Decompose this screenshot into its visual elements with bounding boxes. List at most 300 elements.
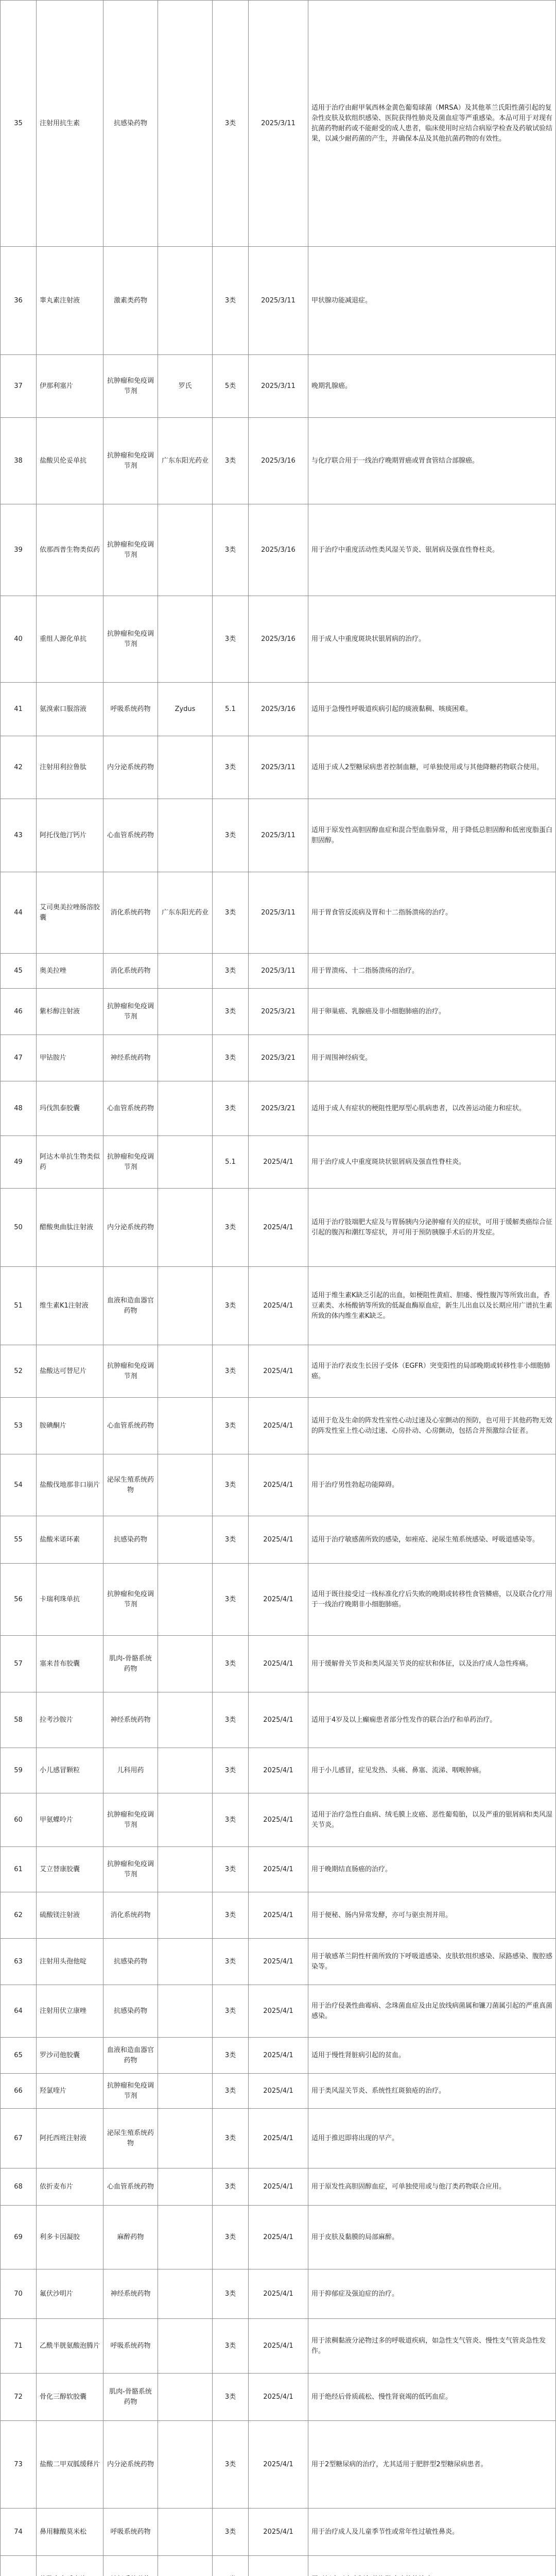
registration-class: 3类	[213, 1892, 249, 1939]
row-number: 66	[1, 2074, 37, 2109]
company	[158, 1, 213, 247]
company	[158, 2556, 213, 2576]
row-number: 62	[1, 1892, 37, 1939]
registration-class: 5.1	[213, 683, 249, 736]
approval-date: 2025/3/11	[249, 355, 308, 418]
registration-class: 3类	[213, 736, 249, 799]
company	[158, 1516, 213, 1564]
indication	[308, 2556, 556, 2576]
company	[158, 1892, 213, 1939]
company	[158, 1636, 213, 1692]
drug-name: 盐酸米诺环素	[37, 1516, 103, 1564]
indication: 用于小儿感冒，症见发热、头痛、鼻塞、流涕、咽喉肿痛。	[308, 1748, 556, 1793]
approval-date: 2025/3/16	[249, 504, 308, 596]
company	[158, 2421, 213, 2509]
row-number: 60	[1, 1793, 37, 1847]
row-number: 65	[1, 2038, 37, 2074]
registration-class: 3类	[213, 1692, 249, 1748]
registration-class: 3类	[213, 1081, 249, 1136]
row-number: 35	[1, 1, 37, 247]
drug-category: 抗感染药物	[103, 1939, 158, 1985]
drug-category: 内分泌系统药物	[103, 1189, 158, 1267]
drug-category: 抗感染药物	[103, 1985, 158, 2038]
drug-category: 抗肿瘤和免疫调节剂	[103, 989, 158, 1035]
table-row	[1, 355, 556, 418]
registration-class: 3类	[213, 596, 249, 683]
drug-category: 抗肿瘤和免疫调节剂	[103, 1345, 158, 1398]
drug-category: 内分泌系统药物	[103, 2421, 158, 2509]
drug-category: 心血管系统药物	[103, 799, 158, 872]
row-number: 67	[1, 2109, 37, 2168]
row-number: 41	[1, 683, 37, 736]
indication: 适用于急慢性呼吸道疾病引起的痰液黏稠、咳痰困难。	[308, 683, 556, 736]
table-row	[1, 1748, 556, 1793]
registration-class: 3类	[213, 2074, 249, 2109]
drug-category: 心血管系统药物	[103, 1081, 158, 1136]
registration-class: 3类	[213, 1398, 249, 1454]
table-row	[1, 1345, 556, 1398]
row-number: 36	[1, 247, 37, 355]
registration-class: 3类	[213, 2168, 249, 2206]
approval-date: 2025/4/1	[249, 2421, 308, 2509]
approval-date: 2025/4/1	[249, 2168, 308, 2206]
drug-category: 肌肉-骨骼系统药物	[103, 1636, 158, 1692]
approval-date: 2025/3/11	[249, 872, 308, 954]
row-number: 53	[1, 1398, 37, 1454]
drug-category	[103, 2556, 158, 2576]
indication: 适用于原发性高胆固醇血症和混合型血脂异常，用于降低总胆固醇和低密度脂蛋白胆固醇。	[308, 799, 556, 872]
registration-class: 3类	[213, 2421, 249, 2509]
row-number: 61	[1, 1847, 37, 1892]
table-row	[1, 1189, 556, 1267]
table-row	[1, 1267, 556, 1345]
registration-class: 3类	[213, 2269, 249, 2319]
registration-class: 3类	[213, 1189, 249, 1267]
drug-name: 注射用头孢他啶	[37, 1939, 103, 1985]
drug-name: 乙酰半胱氨酸泡腾片	[37, 2319, 103, 2374]
approval-date: 2025/4/1	[249, 1793, 308, 1847]
registration-class: 3类	[213, 1, 249, 247]
indication: 用于晚期结直肠癌的治疗。	[308, 1847, 556, 1892]
row-number: 48	[1, 1081, 37, 1136]
indication: 适用于慢性肾脏病引起的贫血。	[308, 2038, 556, 2074]
table-row	[1, 1564, 556, 1636]
approval-date: 2025/4/1	[249, 2269, 308, 2319]
approval-date: 2025/4/1	[249, 1985, 308, 2038]
company	[158, 1189, 213, 1267]
indication: 用于治疗中重度活动性类风湿关节炎、银屑病及强直性脊柱炎。	[308, 504, 556, 596]
drug-name: 奥美拉唑	[37, 954, 103, 989]
drug-name: 卡瑞利珠单抗	[37, 1564, 103, 1636]
indication: 适用于治疗急性白血病、绒毛膜上皮癌、恶性葡萄胎，以及严重的银屑病和类风湿关节炎。	[308, 1793, 556, 1847]
indication: 用于周围神经病变。	[308, 1035, 556, 1081]
registration-class: 3类	[213, 1793, 249, 1847]
drug-name: 盐酸达可替尼片	[37, 1345, 103, 1398]
table-row	[1, 247, 556, 355]
row-number: 54	[1, 1454, 37, 1516]
table-row	[1, 683, 556, 736]
company	[158, 1564, 213, 1636]
drug-category: 神经系统药物	[103, 1692, 158, 1748]
indication: 适用于治疗肢端肥大症及与胃肠胰内分泌肿瘤有关的症状，可用于缓解类癌综合征引起的腹泻和潮红等症状，并可用于预防胰腺手术后的并发症。	[308, 1189, 556, 1267]
indication: 用于皮肤及黏膜的局部麻醉。	[308, 2206, 556, 2269]
approval-date: 2025/3/11	[249, 1, 308, 247]
approval-date: 2025/3/11	[249, 799, 308, 872]
drug-name: 鼻用糠酸莫米松	[37, 2509, 103, 2556]
drug-name: 盐酸伐地那非口崩片	[37, 1454, 103, 1516]
row-number: 45	[1, 954, 37, 989]
drug-name: 维生素K1注射液	[37, 1267, 103, 1345]
drug-category: 抗感染药物	[103, 1, 158, 247]
drug-category: 抗感染药物	[103, 1516, 158, 1564]
company	[158, 954, 213, 989]
drug-category: 抗肿瘤和免疫调节剂	[103, 418, 158, 504]
indication: 用于绝经后骨质疏松、慢性肾衰竭的低钙血症。	[308, 2374, 556, 2421]
company	[158, 2374, 213, 2421]
approval-date: 2025/4/1	[249, 1136, 308, 1189]
drug-name: 氟伏沙明片	[37, 2269, 103, 2319]
registration-class: 3类	[213, 2038, 249, 2074]
approval-date: 2025/4/1	[249, 2038, 308, 2074]
approval-date: 2025/3/21	[249, 989, 308, 1035]
table-row	[1, 2206, 556, 2269]
table-row	[1, 1636, 556, 1692]
drug-name: 注射用利拉鲁肽	[37, 736, 103, 799]
table-row	[1, 418, 556, 504]
indication: 甲状腺功能减退症。	[308, 247, 556, 355]
drug-category: 消化系统药物	[103, 1892, 158, 1939]
row-number: 64	[1, 1985, 37, 2038]
approval-date: 2025/4/1	[249, 1454, 308, 1516]
registration-class: 3类	[213, 1267, 249, 1345]
company	[158, 2509, 213, 2556]
company	[158, 1847, 213, 1892]
indication: 用于治疗成人中重度斑块状银屑病及强直性脊柱炎。	[308, 1136, 556, 1189]
table-row	[1, 2038, 556, 2074]
indication: 适用于既往接受过一线标准化疗后失败的晚期或转移性食管鳞癌，以及联合化疗用于一线治疗晚期非小细胞肺癌。	[308, 1564, 556, 1636]
drug-category: 内分泌系统药物	[103, 736, 158, 799]
indication: 用于2型糖尿病的治疗，尤其适用于肥胖型2型糖尿病患者。	[308, 2421, 556, 2509]
approval-date: 2025/4/1	[249, 2074, 308, 2109]
registration-class: 3类	[213, 1939, 249, 1985]
company	[158, 2269, 213, 2319]
drug-category: 呼吸系统药物	[103, 683, 158, 736]
registration-class: 3类	[213, 504, 249, 596]
row-number: 39	[1, 504, 37, 596]
drug-name: 骨化三醇软胶囊	[37, 2374, 103, 2421]
indication: 用于便秘、肠内异常发酵，亦可与驱虫剂并用。	[308, 1892, 556, 1939]
company: Zydus	[158, 683, 213, 736]
drug-name: 罗沙司他胶囊	[37, 2038, 103, 2074]
registration-class: 3类	[213, 1564, 249, 1636]
table-row	[1, 2109, 556, 2168]
indication: 用于胃食管反流病及胃和十二指肠溃疡的治疗。	[308, 872, 556, 954]
indication: 用于敏感革兰阴性杆菌所致的下呼吸道感染、皮肤软组织感染、尿路感染、腹腔感染等。	[308, 1939, 556, 1985]
drug-name	[37, 2556, 103, 2576]
row-number: 68	[1, 2168, 37, 2206]
company	[158, 2168, 213, 2206]
drug-name: 睾丸素注射液	[37, 247, 103, 355]
indication: 适用于治疗敏感菌所致的感染，如痤疮、泌尿生殖系统感染、呼吸道感染等。	[308, 1516, 556, 1564]
table-row	[1, 1035, 556, 1081]
drug-name: 甲钴胺片	[37, 1035, 103, 1081]
indication: 适用于维生素K缺乏引起的出血，如梗阻性黄疸、胆瘘、慢性腹泻等所致出血，香豆素类、水杨酸钠等所致的低凝血酶原血症，新生儿出血以及长期应用广谱抗生素所致的体内维生素K缺乏。	[308, 1267, 556, 1345]
drug-name: 伊那利塞片	[37, 355, 103, 418]
registration-class: 3类	[213, 1847, 249, 1892]
drug-name: 醋酸奥曲肽注射液	[37, 1189, 103, 1267]
table-row	[1, 2509, 556, 2556]
table-row	[1, 1081, 556, 1136]
approval-date: 2025/3/11	[249, 736, 308, 799]
indication: 用于治疗男性勃起功能障碍。	[308, 1454, 556, 1516]
drug-category: 神经系统药物	[103, 1035, 158, 1081]
table-row	[1, 954, 556, 989]
company	[158, 1692, 213, 1748]
approval-date: 2025/4/1	[249, 1892, 308, 1939]
row-number: 42	[1, 736, 37, 799]
row-number: 71	[1, 2319, 37, 2374]
drug-name: 拉考沙胺片	[37, 1692, 103, 1748]
drug-name: 注射用伏立康唑	[37, 1985, 103, 2038]
drug-category: 消化系统药物	[103, 954, 158, 989]
row-number: 51	[1, 1267, 37, 1345]
drug-name: 塞来昔布胶囊	[37, 1636, 103, 1692]
drug-category: 麻醉药物	[103, 2206, 158, 2269]
drug-name: 玛伐凯泰胶囊	[37, 1081, 103, 1136]
drug-category: 呼吸系统药物	[103, 2509, 158, 2556]
indication: 适用于治疗表皮生长因子受体（EGFR）突变阳性的局部晚期或转移性非小细胞肺癌。	[308, 1345, 556, 1398]
approval-date: 2025/4/1	[249, 2109, 308, 2168]
approval-date: 2025/4/1	[249, 1692, 308, 1748]
company	[158, 799, 213, 872]
drug-category: 儿科用药	[103, 1748, 158, 1793]
registration-class: 3类	[213, 2206, 249, 2269]
row-number: 49	[1, 1136, 37, 1189]
drug-category: 抗肿瘤和免疫调节剂	[103, 1564, 158, 1636]
company	[158, 1267, 213, 1345]
registration-class: 3类	[213, 1035, 249, 1081]
drug-category: 抗肿瘤和免疫调节剂	[103, 1793, 158, 1847]
drug-category: 抗肿瘤和免疫调节剂	[103, 355, 158, 418]
registration-class: 3类	[213, 2319, 249, 2374]
table-row	[1, 1516, 556, 1564]
registration-class: 3类	[213, 2374, 249, 2421]
indication: 适用于成人有症状的梗阻性肥厚型心肌病患者，以改善运动能力和症状。	[308, 1081, 556, 1136]
drug-category: 心血管系统药物	[103, 2168, 158, 2206]
row-number: 47	[1, 1035, 37, 1081]
table-row	[1, 1454, 556, 1516]
drug-name: 依折麦布片	[37, 2168, 103, 2206]
drug-category: 抗肿瘤和免疫调节剂	[103, 596, 158, 683]
row-number: 57	[1, 1636, 37, 1692]
company: 广东东阳光药业	[158, 872, 213, 954]
indication: 用于治疗成人及儿童季节性或常年性过敏性鼻炎。	[308, 2509, 556, 2556]
row-number: 74	[1, 2509, 37, 2556]
row-number: 55	[1, 1516, 37, 1564]
approval-date: 2025/4/1	[249, 1398, 308, 1454]
table-row	[1, 596, 556, 683]
indication: 用于卵巢癌、乳腺癌及非小细胞肺癌的治疗。	[308, 989, 556, 1035]
drug-category: 心血管系统药物	[103, 1398, 158, 1454]
company	[158, 1985, 213, 2038]
table-row	[1, 504, 556, 596]
drug-name: 艾司奥美拉唑肠溶胶囊	[37, 872, 103, 954]
drug-name: 氨溴索口服溶液	[37, 683, 103, 736]
approval-date: 2025/4/1	[249, 1345, 308, 1398]
row-number: 46	[1, 989, 37, 1035]
table-row	[1, 1847, 556, 1892]
drug-name: 阿托西班注射液	[37, 2109, 103, 2168]
company	[158, 2074, 213, 2109]
approval-date: 2025/4/1	[249, 2509, 308, 2556]
table-row	[1, 989, 556, 1035]
table-body	[1, 1, 556, 2576]
company	[158, 1398, 213, 1454]
indication: 适用于危及生命的阵发性室性心动过速及心室颤动的预防，也可用于其他药物无效的阵发性室上性心动过速、心房扑动、心房颤动，包括合并预激综合征者。	[308, 1398, 556, 1454]
row-number: 70	[1, 2269, 37, 2319]
registration-class: 3类	[213, 2109, 249, 2168]
approval-date: 2025/4/1	[249, 2319, 308, 2374]
registration-class: 3类	[213, 2509, 249, 2556]
registration-class: 3类	[213, 954, 249, 989]
drug-name: 硫酸镁注射液	[37, 1892, 103, 1939]
drug-name: 阿达木单抗生物类似药	[37, 1136, 103, 1189]
row-number: 44	[1, 872, 37, 954]
approval-date: 2025/4/1	[249, 1847, 308, 1892]
drug-category: 肌肉-骨骼系统药物	[103, 2374, 158, 2421]
drug-category: 激素类药物	[103, 247, 158, 355]
drug-category: 抗肿瘤和免疫调节剂	[103, 1847, 158, 1892]
indication: 与化疗联合用于一线治疗晚期胃癌或胃食管结合部腺癌。	[308, 418, 556, 504]
table-row	[1, 2074, 556, 2109]
table-row	[1, 1985, 556, 2038]
row-number: 38	[1, 418, 37, 504]
drug-name: 重组人源化单抗	[37, 596, 103, 683]
row-number: 50	[1, 1189, 37, 1267]
approval-date	[249, 2556, 308, 2576]
registration-class: 5.1	[213, 1136, 249, 1189]
company	[158, 504, 213, 596]
table-row	[1, 1398, 556, 1454]
row-number: 43	[1, 799, 37, 872]
approval-date: 2025/3/16	[249, 683, 308, 736]
table-row	[1, 2374, 556, 2421]
table-row	[1, 2421, 556, 2509]
indication: 用于胃溃疡、十二指肠溃疡的治疗。	[308, 954, 556, 989]
company	[158, 1748, 213, 1793]
registration-class: 3类	[213, 418, 249, 504]
drug-name: 艾立替康胶囊	[37, 1847, 103, 1892]
drug-category: 呼吸系统药物	[103, 2319, 158, 2374]
registration-class: 3类	[213, 1985, 249, 2038]
drug-category: 血液和造血器官药物	[103, 2038, 158, 2074]
approval-date: 2025/4/1	[249, 1636, 308, 1692]
company	[158, 1939, 213, 1985]
table-row	[1, 2556, 556, 2576]
table-row	[1, 1939, 556, 1985]
drug-name: 小儿感冒颗粒	[37, 1748, 103, 1793]
company	[158, 1081, 213, 1136]
drug-name: 注射用抗生素	[37, 1, 103, 247]
approval-date: 2025/4/1	[249, 2206, 308, 2269]
row-number: 40	[1, 596, 37, 683]
approval-date: 2025/4/1	[249, 2374, 308, 2421]
company	[158, 1454, 213, 1516]
indication: 用于抑郁症及强迫症的治疗。	[308, 2269, 556, 2319]
registration-class: 3类	[213, 989, 249, 1035]
company	[158, 596, 213, 683]
registration-class: 3类	[213, 799, 249, 872]
indication: 用于类风湿关节炎、系统性红斑狼疮的治疗。	[308, 2074, 556, 2109]
company	[158, 1345, 213, 1398]
approval-date: 2025/4/1	[249, 1748, 308, 1793]
drug-category: 泌尿生殖系统药物	[103, 1454, 158, 1516]
drug-category: 血液和造血器官药物	[103, 1267, 158, 1345]
registration-class: 3类	[213, 872, 249, 954]
indication: 晚期乳腺癌。	[308, 355, 556, 418]
drug-name: 盐酸贝伦妥单抗	[37, 418, 103, 504]
approval-date: 2025/4/1	[249, 1516, 308, 1564]
registration-class: 3类	[213, 1636, 249, 1692]
table-row	[1, 2269, 556, 2319]
table-row	[1, 1, 556, 247]
row-number: 72	[1, 2374, 37, 2421]
indication: 用于成人中重度斑块状银屑病的治疗。	[308, 596, 556, 683]
row-number: 63	[1, 1939, 37, 1985]
table-row	[1, 2168, 556, 2206]
company	[158, 1035, 213, 1081]
approval-date: 2025/3/21	[249, 1035, 308, 1081]
drug-name: 阿托伐他汀钙片	[37, 799, 103, 872]
table-row	[1, 872, 556, 954]
table-row	[1, 799, 556, 872]
row-number: 52	[1, 1345, 37, 1398]
row-number: 58	[1, 1692, 37, 1748]
company	[158, 736, 213, 799]
registration-class: 5类	[213, 355, 249, 418]
indication: 适用于推迟即将出现的早产。	[308, 2109, 556, 2168]
indication: 用于缓解骨关节炎和类风湿关节炎的症状和体征，以及治疗成人急性疼痛。	[308, 1636, 556, 1692]
drug-name: 盐酸二甲双胍缓释片	[37, 2421, 103, 2509]
row-number: 56	[1, 1564, 37, 1636]
drug-name: 紫杉醇注射液	[37, 989, 103, 1035]
drug-category: 抗肿瘤和免疫调节剂	[103, 504, 158, 596]
table-row	[1, 736, 556, 799]
drug-name: 依那西普生物类似药	[37, 504, 103, 596]
row-number: 73	[1, 2421, 37, 2509]
registration-class: 3类	[213, 1516, 249, 1564]
company: 广东东阳光药业	[158, 418, 213, 504]
table-row	[1, 1892, 556, 1939]
approval-date: 2025/3/11	[249, 954, 308, 989]
company	[158, 2109, 213, 2168]
company	[158, 2038, 213, 2074]
indication: 适用于4岁及以上癫痫患者部分性发作的联合治疗和单药治疗。	[308, 1692, 556, 1748]
table-row	[1, 1793, 556, 1847]
registration-class: 3类	[213, 1748, 249, 1793]
drug-category: 抗肿瘤和免疫调节剂	[103, 2074, 158, 2109]
approval-date: 2025/4/1	[249, 1564, 308, 1636]
drug-name: 甲氨蝶呤片	[37, 1793, 103, 1847]
drug-category: 神经系统药物	[103, 2269, 158, 2319]
approval-date: 2025/4/1	[249, 1267, 308, 1345]
row-number	[1, 2556, 37, 2576]
drug-name: 羟氯喹片	[37, 2074, 103, 2109]
registration-class	[213, 2556, 249, 2576]
indication: 用于原发性高胆固醇血症，可单独使用或与他汀类药物联合应用。	[308, 2168, 556, 2206]
table-row	[1, 2319, 556, 2374]
approval-date: 2025/4/1	[249, 1189, 308, 1267]
